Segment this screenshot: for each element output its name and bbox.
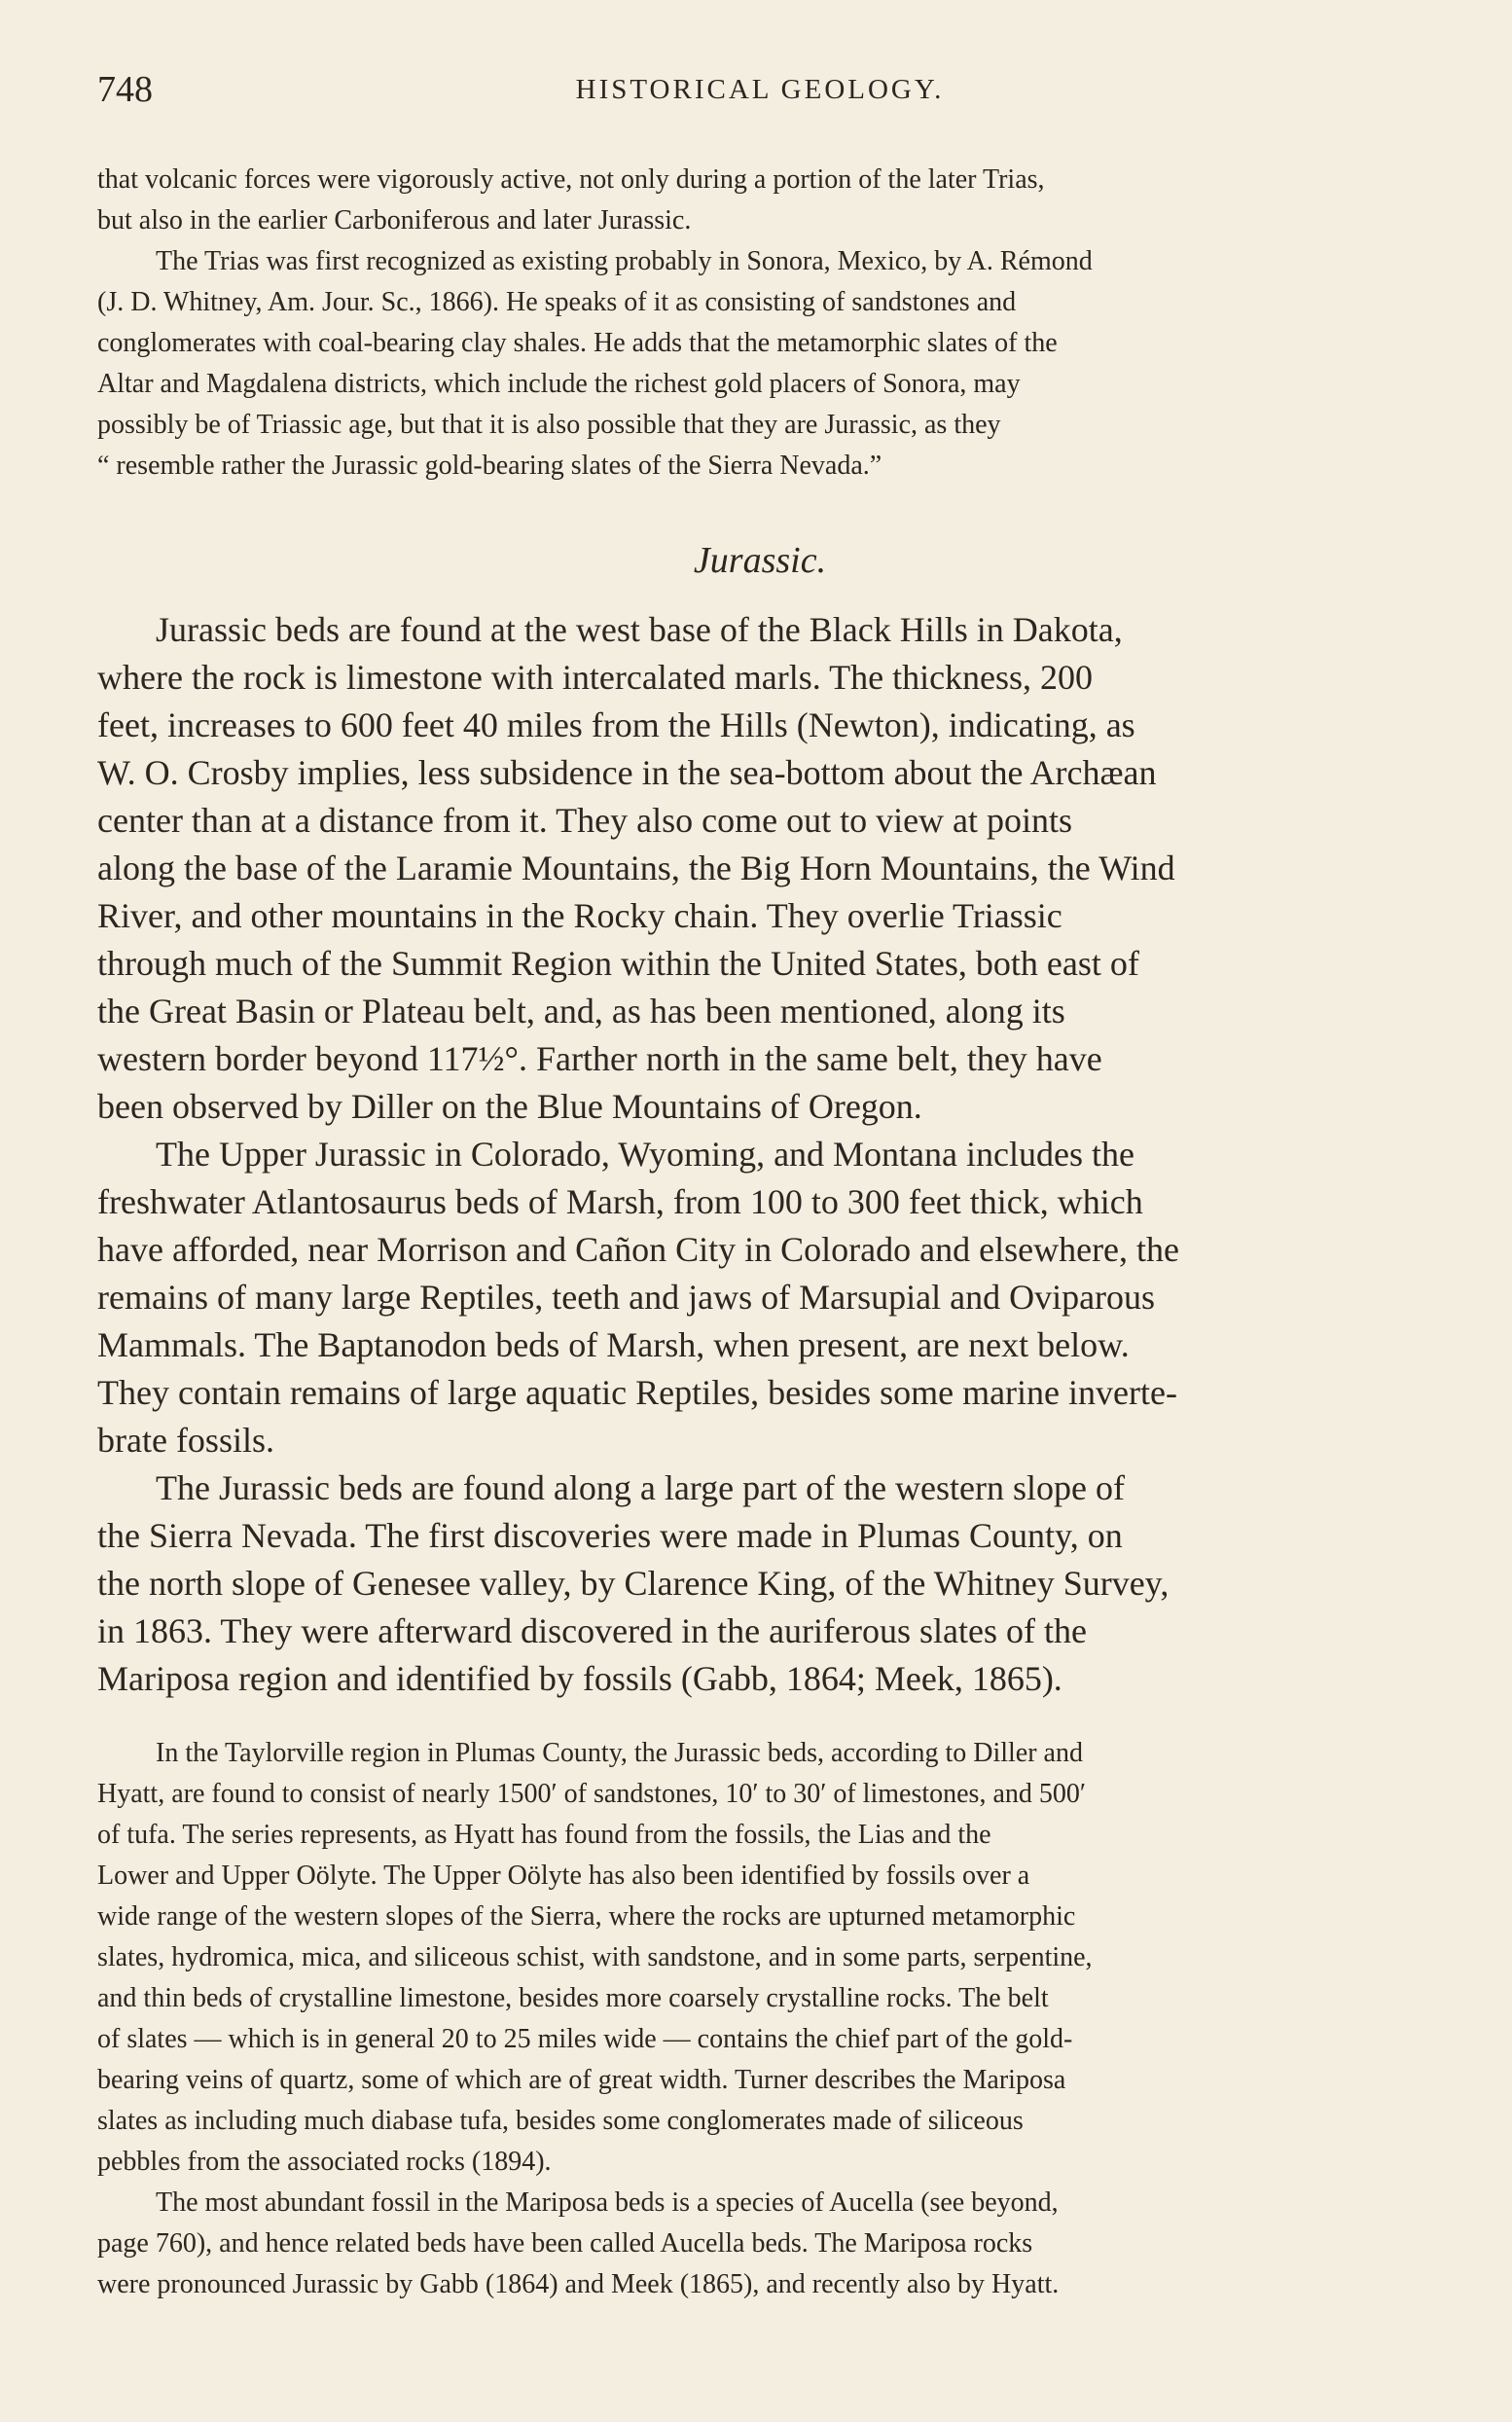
text-line: of slates — which is in general 20 to 25 miles wide — contains the chief part of the gold- bbox=[97, 2024, 1073, 2054]
text-line: the Great Basin or Plateau belt, and, as has been mentioned, along its bbox=[97, 992, 1065, 1030]
text-line: possibly be of Triassic age, but that it is also possible that they are Jurassic, as they bbox=[97, 410, 1001, 440]
text-line: slates, hydromica, mica, and siliceous schist, with sandstone, and in some parts, serpentine, bbox=[97, 1942, 1093, 1972]
text-line: through much of the Summit Region within the United States, both east of bbox=[97, 944, 1139, 983]
text-line: Jurassic beds are found at the west base of the Black Hills in Dakota, bbox=[156, 610, 1123, 649]
text-line: The most abundant fossil in the Mariposa beds is a species of Aucella (see beyond, bbox=[156, 2187, 1059, 2218]
text-line: along the base of the Laramie Mountains, the Big Horn Mountains, the Wind bbox=[97, 849, 1175, 887]
text-line: brate fossils. bbox=[97, 1421, 274, 1460]
text-line: have afforded, near Morrison and Cañon City in Colorado and elsewhere, the bbox=[97, 1230, 1180, 1269]
text-line: the north slope of Genesee valley, by Clarence King, of the Whitney Survey, bbox=[97, 1564, 1170, 1603]
text-line: and thin beds of crystalline limestone, besides more coarsely crystalline rocks. The belt bbox=[97, 1983, 1049, 2013]
text-line: the Sierra Nevada. The first discoveries were made in Plumas County, on bbox=[97, 1516, 1123, 1555]
section-heading: Jurassic. bbox=[693, 540, 827, 581]
text-line: wide range of the western slopes of the Sierra, where the rocks are upturned metamorphic bbox=[97, 1901, 1076, 1932]
text-line: Mammals. The Baptanodon beds of Marsh, when present, are next below. bbox=[97, 1325, 1130, 1364]
text-line: The Trias was first recognized as existing probably in Sonora, Mexico, by A. Rémond bbox=[156, 246, 1093, 276]
text-line: River, and other mountains in the Rocky chain. They overlie Triassic bbox=[97, 896, 1062, 935]
main-text-block bbox=[97, 606, 1422, 1703]
bottom-text-block bbox=[97, 1733, 1422, 2305]
text-line: W. O. Crosby implies, less subsidence in the sea-bottom about the Archæan bbox=[97, 753, 1157, 792]
text-line: Altar and Magdalena districts, which include the richest gold placers of Sonora, may bbox=[97, 369, 1021, 399]
top-text-block bbox=[97, 160, 1422, 487]
text-line: where the rock is limestone with intercalated marls. The thickness, 200 bbox=[97, 658, 1094, 697]
text-line: page 760), and hence related beds have been called Aucella beds. The Mariposa rocks bbox=[97, 2228, 1033, 2259]
text-line: remains of many large Reptiles, teeth and jaws of Marsupial and Oviparous bbox=[97, 1278, 1156, 1317]
text-line: conglomerates with coal-bearing clay shales. He adds that the metamorphic slates of the bbox=[97, 328, 1058, 358]
text-line: slates as including much diabase tufa, besides some conglomerates made of siliceous bbox=[97, 2106, 1024, 2136]
text-line: bearing veins of quartz, some of which are of great width. Turner describes the Mariposa bbox=[97, 2065, 1066, 2095]
text-line: of tufa. The series represents, as Hyatt has found from the fossils, the Lias and the bbox=[97, 1820, 991, 1850]
text-line: western border beyond 117½°. Farther north in the same belt, they have bbox=[97, 1039, 1102, 1078]
page-number: 748 bbox=[97, 69, 153, 110]
text-line: Mariposa region and identified by fossils (Gabb, 1864; Meek, 1865). bbox=[97, 1659, 1062, 1698]
text-line: feet, increases to 600 feet 40 miles from the Hills (Newton), indicating, as bbox=[97, 705, 1135, 744]
text-line: were pronounced Jurassic by Gabb (1864) and Meek (1865), and recently also by Hyatt. bbox=[97, 2269, 1060, 2299]
text-line: but also in the earlier Carboniferous and later Jurassic. bbox=[97, 205, 692, 235]
running-title: HISTORICAL GEOLOGY. bbox=[575, 74, 945, 105]
text-line: (J. D. Whitney, Am. Jour. Sc., 1866). He speaks of it as consisting of sandstones and bbox=[97, 287, 1017, 317]
text-line: been observed by Diller on the Blue Mountains of Oregon. bbox=[97, 1087, 922, 1126]
text-line: freshwater Atlantosaurus beds of Marsh, from 100 to 300 feet thick, which bbox=[97, 1182, 1143, 1221]
text-line: pebbles from the associated rocks (1894). bbox=[97, 2147, 552, 2177]
text-line: in 1863. They were afterward discovered in the auriferous slates of the bbox=[97, 1611, 1087, 1650]
text-line: The Upper Jurassic in Colorado, Wyoming, and Montana includes the bbox=[156, 1135, 1134, 1174]
text-line: Lower and Upper Oölyte. The Upper Oölyte has also been identified by fossils over a bbox=[97, 1861, 1030, 1891]
text-line: center than at a distance from it. They also come out to view at points bbox=[97, 801, 1073, 840]
text-line: Hyatt, are found to consist of nearly 1500′ of sandstones, 10′ to 30′ of limestones, and 500′ bbox=[97, 1779, 1086, 1809]
text-line: that volcanic forces were vigorously active, not only during a portion of the later Trias, bbox=[97, 164, 1045, 195]
text-line: They contain remains of large aquatic Reptiles, besides some marine inverte- bbox=[97, 1373, 1177, 1412]
text-line: In the Taylorville region in Plumas County, the Jurassic beds, according to Diller and bbox=[156, 1738, 1083, 1768]
text-line: “ resemble rather the Jurassic gold-bearing slates of the Sierra Nevada.” bbox=[97, 451, 882, 481]
text-line: The Jurassic beds are found along a large part of the western slope of bbox=[156, 1468, 1125, 1507]
page-header bbox=[97, 68, 1422, 127]
